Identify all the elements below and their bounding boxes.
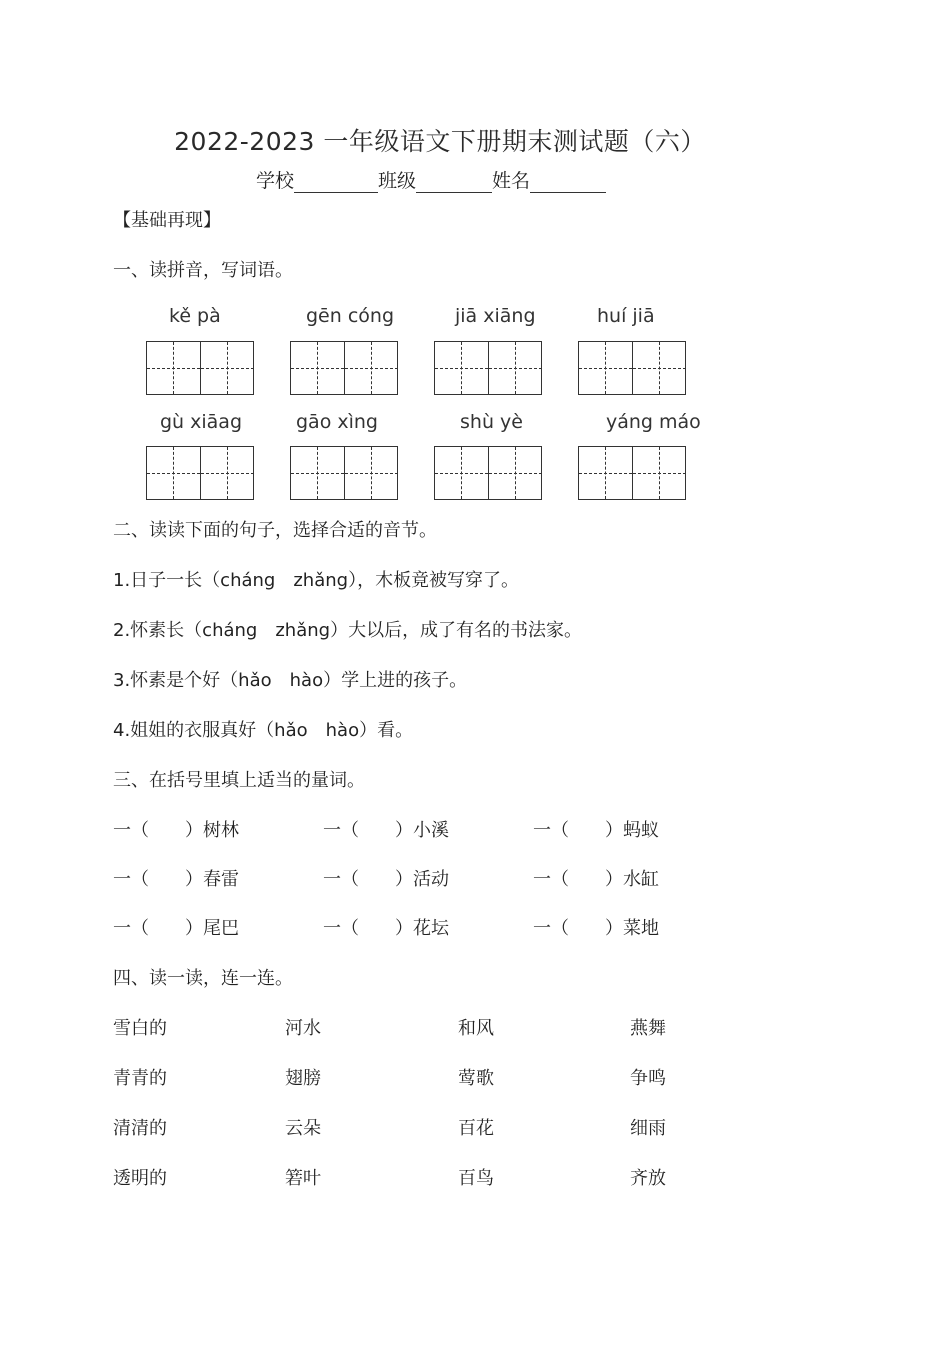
tianzi-grid[interactable] xyxy=(146,446,254,500)
sentence-item: 3.怀素是个好（hǎo hào）学上进的孩子。 xyxy=(113,670,468,691)
pinyin-label: shù yè xyxy=(460,411,523,433)
matching-word[interactable]: 箬叶 xyxy=(285,1168,321,1189)
matching-word[interactable]: 莺歌 xyxy=(458,1068,494,1089)
sentence-item: 1.日子一长（cháng zhǎng），木板竟被写穿了。 xyxy=(113,570,520,591)
tianzi-grid[interactable] xyxy=(434,341,542,395)
pinyin-label: gēn cóng xyxy=(306,305,395,327)
question-1-heading: 一、读拼音，写词语。 xyxy=(113,260,293,281)
matching-word[interactable]: 齐放 xyxy=(630,1168,666,1189)
matching-word[interactable]: 百鸟 xyxy=(458,1168,494,1189)
matching-word[interactable]: 细雨 xyxy=(630,1118,666,1139)
matching-word[interactable]: 雪白的 xyxy=(113,1018,167,1039)
pinyin-label: gù xiāag xyxy=(160,411,243,433)
tianzi-grid[interactable] xyxy=(578,341,686,395)
matching-word[interactable]: 清清的 xyxy=(113,1118,167,1139)
matching-word[interactable]: 河水 xyxy=(285,1018,321,1039)
pinyin-label: kě pà xyxy=(169,305,221,327)
matching-word[interactable]: 燕舞 xyxy=(630,1018,666,1039)
measure-word-blank[interactable]: 一（ ）活动 xyxy=(323,869,449,890)
measure-word-blank[interactable]: 一（ ）水缸 xyxy=(533,869,659,890)
pinyin-label: jiā xiāng xyxy=(455,305,536,327)
tianzi-grid[interactable] xyxy=(578,446,686,500)
matching-word[interactable]: 透明的 xyxy=(113,1168,167,1189)
name-label: 姓名 xyxy=(492,170,531,192)
matching-word[interactable]: 翅膀 xyxy=(285,1068,321,1089)
question-3-heading: 三、在括号里填上适当的量词。 xyxy=(113,770,365,791)
pinyin-label: yáng máo xyxy=(606,411,701,433)
measure-word-blank[interactable]: 一（ ）小溪 xyxy=(323,820,449,841)
tianzi-grid[interactable] xyxy=(290,341,398,395)
matching-word[interactable]: 百花 xyxy=(458,1118,494,1139)
matching-word[interactable]: 云朵 xyxy=(285,1118,321,1139)
page-title: 2022-2023 一年级语文下册期末测试题（六） xyxy=(174,127,706,156)
pinyin-label: gāo xìng xyxy=(296,411,378,433)
measure-word-blank[interactable]: 一（ ）蚂蚁 xyxy=(533,820,659,841)
measure-word-blank[interactable]: 一（ ）花坛 xyxy=(323,918,449,939)
class-blank[interactable] xyxy=(416,172,492,193)
matching-word[interactable]: 和风 xyxy=(458,1018,494,1039)
tianzi-grid[interactable] xyxy=(290,446,398,500)
student-info-line xyxy=(256,166,606,193)
measure-word-blank[interactable]: 一（ ）尾巴 xyxy=(113,918,239,939)
pinyin-label: huí jiā xyxy=(597,305,655,327)
matching-word[interactable]: 青青的 xyxy=(113,1068,167,1089)
school-blank[interactable] xyxy=(294,172,378,193)
question-2-heading: 二、读读下面的句子，选择合适的音节。 xyxy=(113,520,437,541)
question-4-heading: 四、读一读，连一连。 xyxy=(113,968,293,989)
section-heading: 【基础再现】 xyxy=(113,210,221,231)
class-label: 班级 xyxy=(378,170,417,192)
tianzi-grid[interactable] xyxy=(434,446,542,500)
sentence-item: 4.姐姐的衣服真好（hǎo hào）看。 xyxy=(113,720,414,741)
measure-word-blank[interactable]: 一（ ）树林 xyxy=(113,820,239,841)
measure-word-blank[interactable]: 一（ ）春雷 xyxy=(113,869,239,890)
sentence-item: 2.怀素长（cháng zhǎng）大以后，成了有名的书法家。 xyxy=(113,620,583,641)
matching-word[interactable]: 争鸣 xyxy=(630,1068,666,1089)
measure-word-blank[interactable]: 一（ ）菜地 xyxy=(533,918,659,939)
tianzi-grid[interactable] xyxy=(146,341,254,395)
school-label: 学校 xyxy=(256,170,295,192)
name-blank[interactable] xyxy=(530,172,606,193)
